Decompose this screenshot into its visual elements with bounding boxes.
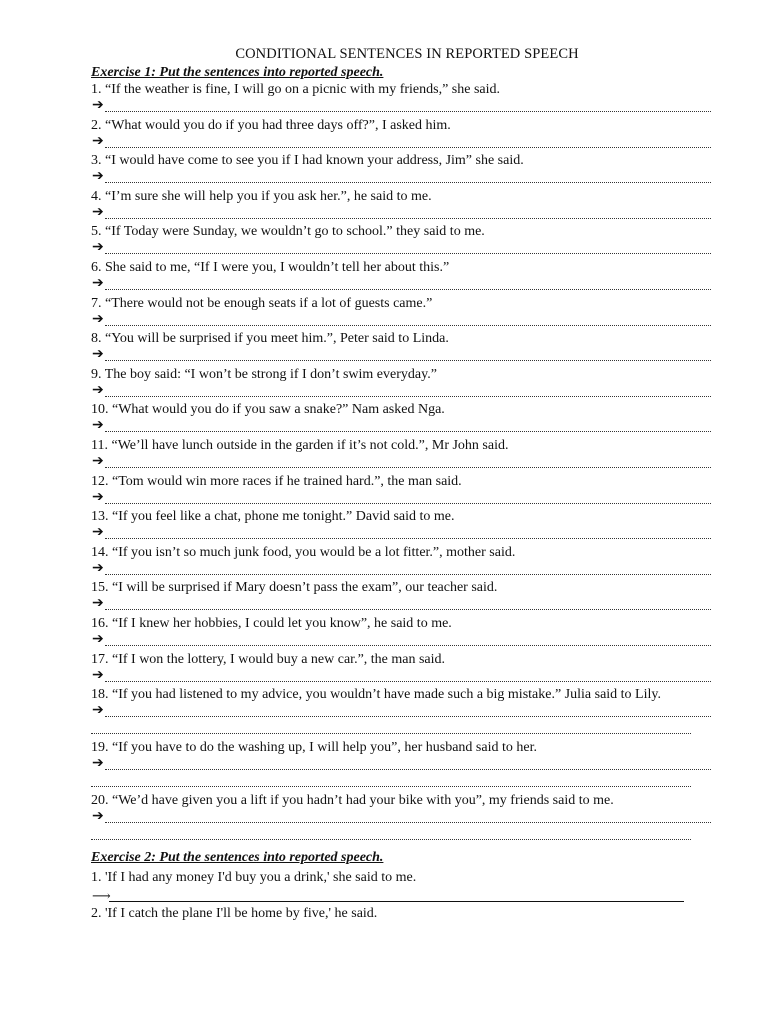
arrow-icon: ➔ [92,809,104,825]
arrow-icon: ➔ [92,98,104,113]
list-item [91,543,711,579]
arrow-icon: ➔ [92,133,104,149]
answer-line[interactable] [105,325,711,326]
answer-line[interactable] [105,822,711,823]
question-text: 11. “We’ll have lunch outside in the garden if it’s not cold.”, Mr John said. [91,437,509,453]
question-text: 14. “If you isn’t so much junk food, you would be a lot fitter.”, mother said. [91,544,516,560]
list-item [91,116,711,152]
question-text: 10. “What would you do if you saw a snake?” Nam asked Nga. [91,402,445,418]
list-item [91,507,711,543]
list-item [91,187,711,223]
question-text: 20. “We’d have given you a lift if you hadn’t had your bike with you”, my friends said to me. [91,793,614,809]
page-title: CONDITIONAL SENTENCES IN REPORTED SPEECH [235,46,579,62]
arrow-icon: ➔ [92,382,104,398]
question-text: 8. “You will be surprised if you meet him.”, Peter said to Linda. [91,331,449,347]
arrow-icon: ➔ [92,489,104,505]
question-text: 2. 'If I catch the plane I'll be home by five,' he said. [91,906,378,921]
arrow-icon: ➔ [92,347,104,363]
answer-line-continued[interactable] [91,733,691,734]
list-item [91,650,711,686]
question-text: 1. 'If I had any money I'd buy you a drink,' she said to me. [91,870,417,885]
answer-line[interactable] [105,769,711,770]
list-item [91,151,711,187]
arrow-icon: ➔ [92,453,104,469]
arrow-icon: ⟶ [92,888,111,903]
question-text: 6. She said to me, “If I were you, I wouldn’t tell her about this.” [91,259,450,275]
answer-line[interactable] [105,431,711,432]
arrow-icon: ➔ [92,631,104,647]
question-text: 5. “If Today were Sunday, we wouldn’t go to school.” they said to me. [91,224,485,240]
list-item [91,614,711,650]
list-item [91,906,711,926]
arrow-icon: ➔ [92,525,104,541]
answer-line[interactable] [105,253,711,254]
question-text: 17. “If I won the lottery, I would buy a new car.”, the man said. [91,651,446,667]
list-item [91,222,711,258]
answer-line[interactable] [105,182,711,183]
list-item [91,329,711,365]
question-text: 4. “I’m sure she will help you if you ask her.”, he said to me. [91,188,432,204]
question-text: 12. “Tom would win more races if he trained hard.”, the man said. [91,473,462,489]
answer-line[interactable] [105,218,711,219]
arrow-icon: ➔ [92,240,104,256]
arrow-icon: ➔ [92,204,104,220]
answer-line[interactable] [109,901,684,902]
arrow-icon: ➔ [92,311,104,327]
answer-line[interactable] [105,147,711,148]
list-item [91,436,711,472]
list-item [91,472,711,508]
arrow-icon: ➔ [92,703,104,719]
question-text: 2. “What would you do if you had three days off?”, I asked him. [91,117,451,133]
list-item [91,80,711,116]
arrow-icon: ➔ [92,275,104,291]
list-item [91,258,711,294]
answer-line[interactable] [105,538,711,539]
question-text: 19. “If you have to do the washing up, I will help you”, her husband said to her. [91,740,537,756]
list-item [91,685,711,738]
question-text: 13. “If you feel like a chat, phone me tonight.” David said to me. [91,509,455,525]
answer-line-continued[interactable] [91,839,691,840]
answer-line[interactable] [105,574,711,575]
list-item [91,791,711,844]
exercise-1-heading: Exercise 1: Put the sentences into reported speech. [91,65,384,80]
answer-line[interactable] [105,289,711,290]
question-text: 7. “There would not be enough seats if a lot of guests came.” [91,295,433,311]
question-text: 16. “If I knew her hobbies, I could let you know”, he said to me. [91,615,452,631]
exercise-1-list [91,80,711,844]
answer-line[interactable] [105,360,711,361]
question-text: 18. “If you had listened to my advice, you wouldn’t have made such a big mistake.” Julia said to Lily. [91,687,661,703]
answer-line[interactable] [105,609,711,610]
arrow-icon: ➔ [92,560,104,576]
question-text: 1. “If the weather is fine, I will go on a picnic with my friends,” she said. [91,82,500,97]
list-item [91,870,711,906]
arrow-icon: ➔ [92,756,104,772]
question-text: 3. “I would have come to see you if I had known your address, Jim” she said. [91,153,524,169]
exercise-2-heading: Exercise 2: Put the sentences into reported speech. [91,850,384,865]
list-item [91,365,711,401]
answer-line[interactable] [105,396,711,397]
answer-line[interactable] [105,645,711,646]
answer-line[interactable] [105,716,711,717]
arrow-icon: ➔ [92,667,104,683]
arrow-icon: ➔ [92,418,104,434]
list-item [91,578,711,614]
question-text: 9. The boy said: “I won’t be strong if I don’t swim everyday.” [91,366,437,382]
answer-line[interactable] [105,111,711,112]
list-item [91,738,711,791]
arrow-icon: ➔ [92,596,104,612]
answer-line[interactable] [105,503,711,504]
answer-line-continued[interactable] [91,786,691,787]
question-text: 15. “I will be surprised if Mary doesn’t pass the exam”, our teacher said. [91,580,498,596]
answer-line[interactable] [105,467,711,468]
list-item [91,400,711,436]
answer-line[interactable] [105,681,711,682]
arrow-icon: ➔ [92,169,104,185]
list-item [91,294,711,330]
